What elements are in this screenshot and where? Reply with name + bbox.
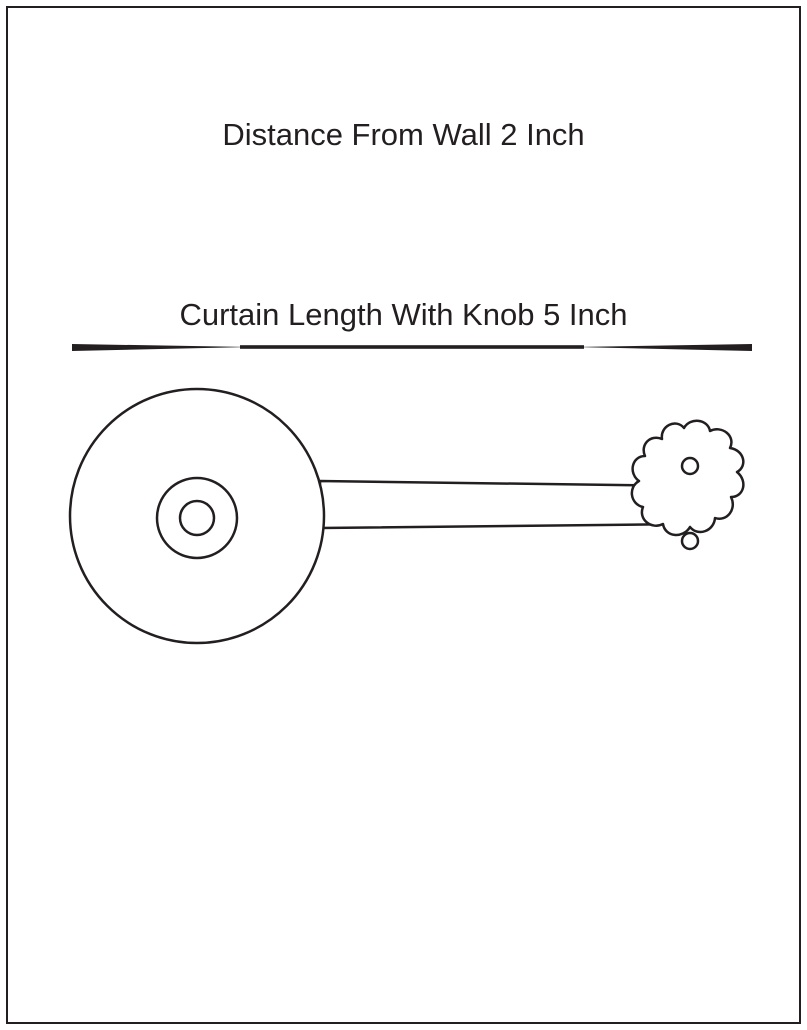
label-curtain-length-with-knob: Curtain Length With Knob 5 Inch <box>179 297 628 332</box>
decorative-knob <box>632 421 744 549</box>
wall-mounting-plate <box>70 389 324 643</box>
label-distance-from-wall: Distance From Wall 2 Inch <box>222 117 585 152</box>
dimension-arrow-line <box>72 344 752 351</box>
